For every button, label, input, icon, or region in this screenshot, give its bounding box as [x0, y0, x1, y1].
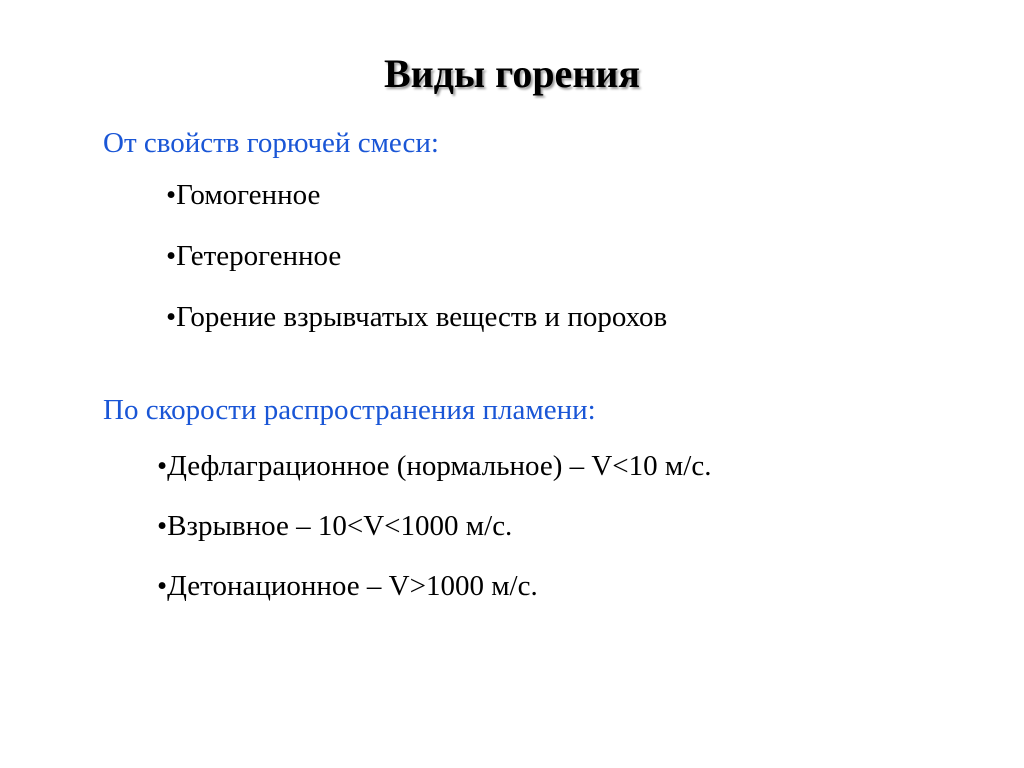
- bullet-marker: •: [166, 179, 177, 211]
- section-heading-mixture-properties: От свойств горючей смеси:: [103, 127, 439, 159]
- list-item-heterogeneous: [166, 239, 341, 273]
- bullet-marker: •: [157, 570, 168, 602]
- list-item-text: Горение взрывчатых веществ и порохов: [176, 301, 668, 333]
- list-item-detonation: [157, 569, 538, 603]
- list-item-text: Взрывное – 10<V<1000 м/с.: [167, 510, 513, 542]
- bullet-marker: •: [157, 450, 168, 482]
- list-item-text: Гетерогенное: [176, 240, 342, 272]
- list-item-text: Гомогенное: [176, 179, 321, 211]
- section-heading-flame-speed: По скорости распространения пламени:: [103, 394, 596, 426]
- list-item-homogeneous: [166, 178, 320, 212]
- list-item-text: Детонационное – V>1000 м/с.: [167, 570, 538, 602]
- list-item-text: Дефлаграционное (нормальное) – V<10 м/с.: [167, 450, 712, 482]
- bullet-marker: •: [166, 240, 177, 272]
- list-item-explosives: [166, 300, 667, 334]
- list-item-deflagration: [157, 449, 711, 483]
- bullet-marker: •: [157, 510, 168, 542]
- slide-title: Виды горения: [383, 51, 641, 96]
- list-item-explosive: [157, 509, 512, 543]
- bullet-marker: •: [166, 301, 177, 333]
